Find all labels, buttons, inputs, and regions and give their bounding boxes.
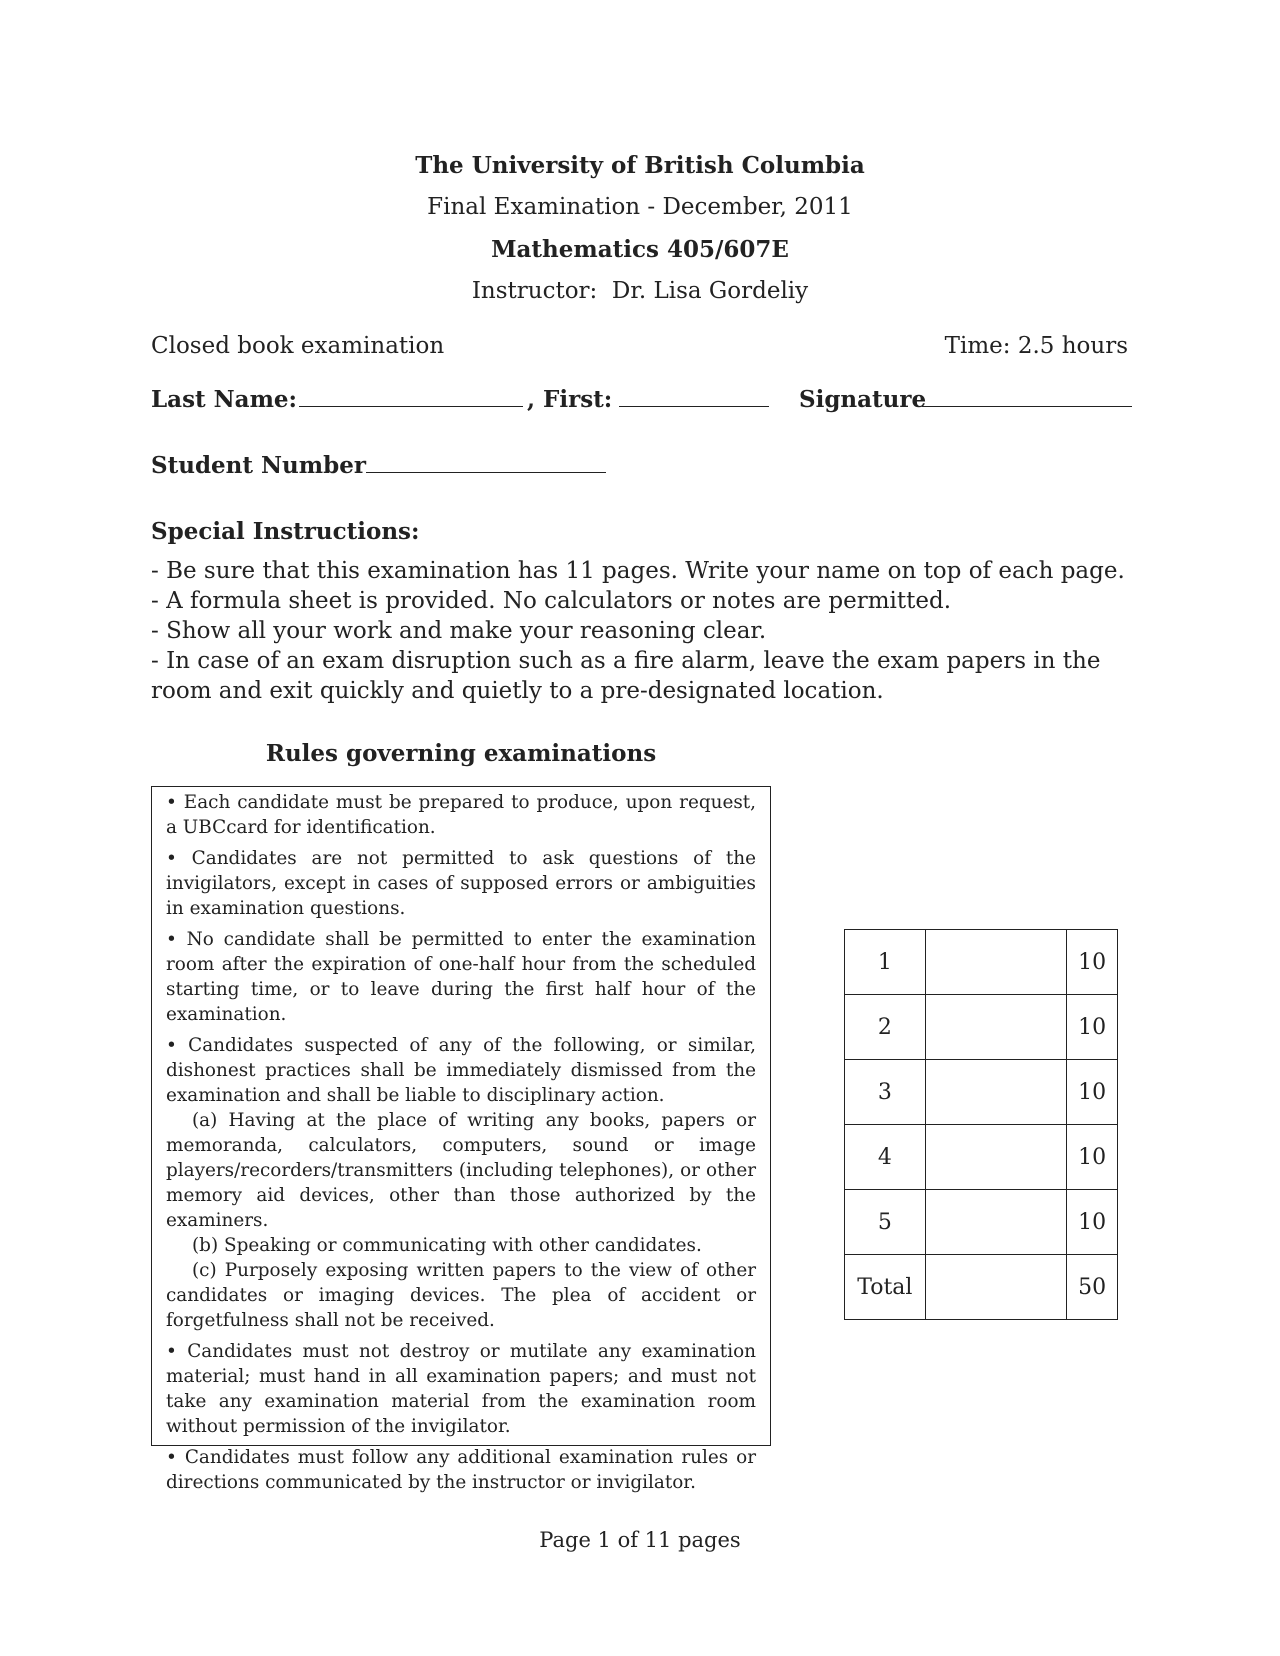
exam-time: Time: 2.5 hours <box>944 333 1128 359</box>
score-cell[interactable] <box>925 995 1066 1060</box>
question-number: 2 <box>845 995 926 1060</box>
special-instructions <box>151 556 1151 706</box>
last-name-label: Last Name: <box>151 386 298 413</box>
signature-field[interactable] <box>922 406 1132 407</box>
special-instructions-title: Special Instructions: <box>151 518 420 545</box>
university-title: The University of British Columbia <box>415 152 865 179</box>
score-row-total <box>845 1255 1118 1320</box>
instruction-item: - A formula sheet is provided. No calculators or notes are permitted. <box>151 588 952 614</box>
score-row <box>845 1060 1118 1125</box>
first-name-label: , First: <box>527 386 613 413</box>
rule-item: • Candidates must follow any additional examination rules or directions communicated by the instructor or invigilator. <box>166 1447 756 1493</box>
score-cell[interactable] <box>925 1190 1066 1255</box>
rule-item: • Candidates suspected of any of the following, or similar, dishonest practices shall be immediately dismissed from the examination and shall be liable to disciplinary action. <box>166 1035 756 1106</box>
rule-item: • Candidates must not destroy or mutilate any examination material; must hand in all examination papers; and must not take any examination material from the examination room without permission of the invigilator. <box>166 1341 756 1437</box>
signature-label: Signature <box>799 386 927 413</box>
question-number: 3 <box>845 1060 926 1125</box>
course-title: Mathematics 405/607E <box>491 236 789 263</box>
rule-subitem: (b) Speaking or communicating with other candidates. <box>192 1235 702 1256</box>
rule-subitem: (c) Purposely exposing written papers to the view of other candidates or imaging devices. The plea of accident or forgetfulness shall not be received. <box>166 1260 756 1331</box>
max-score: 10 <box>1067 1060 1118 1125</box>
first-name-field[interactable] <box>619 406 769 407</box>
rule-item: • Candidates are not permitted to ask questions of the invigilators, except in cases of supposed errors or ambiguities in examination questions. <box>166 848 756 919</box>
max-score: 10 <box>1067 930 1118 995</box>
max-score: 10 <box>1067 1125 1118 1190</box>
question-number: 5 <box>845 1190 926 1255</box>
student-number-label: Student Number <box>151 452 366 479</box>
instructor-line: Instructor: Dr. Lisa Gordeliy <box>471 278 809 304</box>
question-number: 1 <box>845 930 926 995</box>
score-row <box>845 1125 1118 1190</box>
page-number: Page 1 of 11 pages <box>539 1528 741 1552</box>
score-row <box>845 995 1118 1060</box>
score-table <box>844 929 1118 1320</box>
total-score-cell[interactable] <box>925 1255 1066 1320</box>
rule-subitem: (a) Having at the place of writing any books, papers or memoranda, calculators, computers, sound or image players/recorders/transmitters (including telephones), or other memory aid devices, other than those authorized by the examiners. <box>166 1110 756 1231</box>
question-number: 4 <box>845 1125 926 1190</box>
rules-title: Rules governing examinations <box>265 740 657 767</box>
student-number-field[interactable] <box>366 472 606 473</box>
rule-item: • No candidate shall be permitted to enter the examination room after the expiration of one-half hour from the scheduled starting time, or to leave during the first half hour of the examination. <box>166 929 756 1025</box>
last-name-field[interactable] <box>299 406 523 407</box>
instruction-item: - In case of an exam disruption such as a fire alarm, leave the exam papers in the room and exit quickly and quietly to a pre-designated location. <box>151 648 1101 704</box>
score-row <box>845 930 1118 995</box>
exam-title: Final Examination - December, 2011 <box>427 194 853 220</box>
score-row <box>845 1190 1118 1255</box>
instruction-item: - Be sure that this examination has 11 pages. Write your name on top of each page. <box>151 558 1125 584</box>
score-cell[interactable] <box>925 930 1066 995</box>
exam-type: Closed book examination <box>151 333 445 359</box>
rules-box <box>151 786 771 1493</box>
rule-item: • Each candidate must be prepared to produce, upon request, a UBCcard for identification. <box>166 792 756 838</box>
max-score: 10 <box>1067 995 1118 1060</box>
total-max-score: 50 <box>1067 1255 1118 1320</box>
score-cell[interactable] <box>925 1060 1066 1125</box>
max-score: 10 <box>1067 1190 1118 1255</box>
instruction-item: - Show all your work and make your reasoning clear. <box>151 618 767 644</box>
score-cell[interactable] <box>925 1125 1066 1190</box>
total-label: Total <box>845 1255 926 1320</box>
